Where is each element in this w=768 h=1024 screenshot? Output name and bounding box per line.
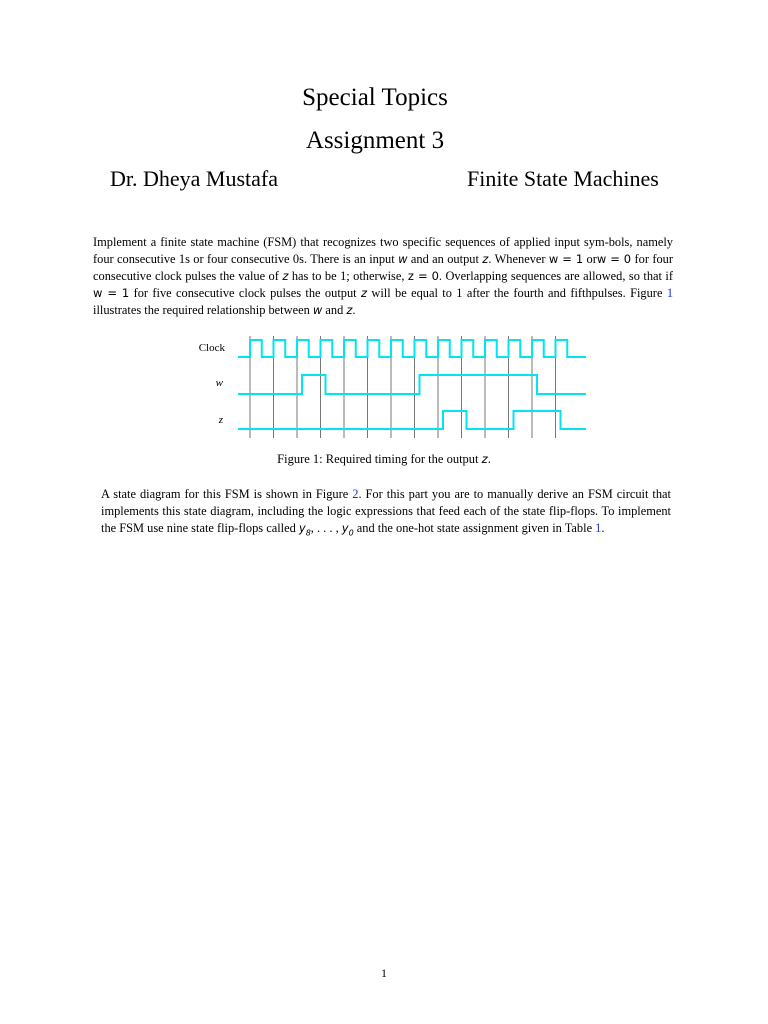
text-run: . (352, 303, 356, 317)
text-run: . (601, 521, 605, 535)
z-waveform (238, 411, 586, 429)
topic-heading: Finite State Machines (467, 166, 659, 191)
math-expression: z = 0 (407, 269, 439, 283)
text-run: for five consecutive clock pulses the output (129, 286, 361, 300)
math-var: y (298, 521, 306, 535)
text-run: illustrates the required relationship between (93, 303, 313, 317)
text-run: . Overlapping sequences are allowed, so that if (438, 269, 673, 283)
math-var: z (360, 286, 368, 300)
text-run: and the one-hot state assignment given in Table (353, 521, 596, 535)
text-run: for four consecutive clock pulses the value of (93, 252, 673, 283)
clock-waveform (238, 340, 586, 357)
clock-label: Clock (198, 342, 225, 354)
page-title: Special Topics (302, 84, 448, 111)
text-run: has to be 1; otherwise, (288, 269, 408, 283)
subscript: 0 (348, 528, 354, 538)
math-expression: w = 1 (548, 252, 584, 266)
math-var: z (481, 452, 488, 466)
figure-caption (0, 452, 768, 467)
text-run: . For this part you are to manually derive an FSM circuit that implements this state diagram, including the logic expressions that feed each of the state flip-flops. To implement the FSM use nine state flip-flops called (101, 487, 671, 535)
math-expression: w = 1 (93, 286, 130, 300)
figure-link[interactable]: 2 (352, 487, 359, 501)
math-var: w (312, 303, 323, 317)
text-run: and (322, 303, 347, 317)
subscript: 8 (305, 528, 311, 538)
intro-paragraph (93, 234, 673, 319)
text-run: and an output (407, 252, 483, 266)
assignment-subtitle: Assignment 3 (305, 127, 445, 154)
caption-end: . (487, 452, 491, 466)
text-run: will be equal to 1 after the fourth and fifthpulses. Figure (367, 286, 667, 300)
timing-diagram (190, 330, 590, 442)
z-label: z (218, 414, 223, 426)
math-var: z (482, 252, 489, 266)
table-link[interactable]: 1 (595, 521, 602, 535)
math-var: w (398, 252, 408, 266)
text-run: Implement a finite state machine (FSM) that recognizes two specific sequences of applied input sym-bols, namely four consecutive 1s or four consecutive 0s. There is an input (93, 235, 673, 266)
w-label: w (215, 377, 223, 389)
figure-link[interactable]: 1 (666, 286, 674, 300)
text-run: or (583, 252, 597, 266)
math-var: y (341, 521, 349, 535)
caption-text: Figure 1: Required timing for the output (277, 452, 482, 466)
page-number: 1 (381, 966, 387, 980)
math-var: z (282, 269, 289, 283)
text-run: . Whenever (488, 252, 549, 266)
w-waveform (238, 375, 586, 394)
math-var: z (346, 303, 353, 317)
text-run: , . . . , (310, 521, 342, 535)
math-expression: w = 0 (596, 252, 632, 266)
author-name: Dr. Dheya Mustafa (110, 166, 279, 191)
text-run: A state diagram for this FSM is shown in Figure (101, 487, 353, 501)
state-diagram-paragraph (101, 486, 671, 541)
